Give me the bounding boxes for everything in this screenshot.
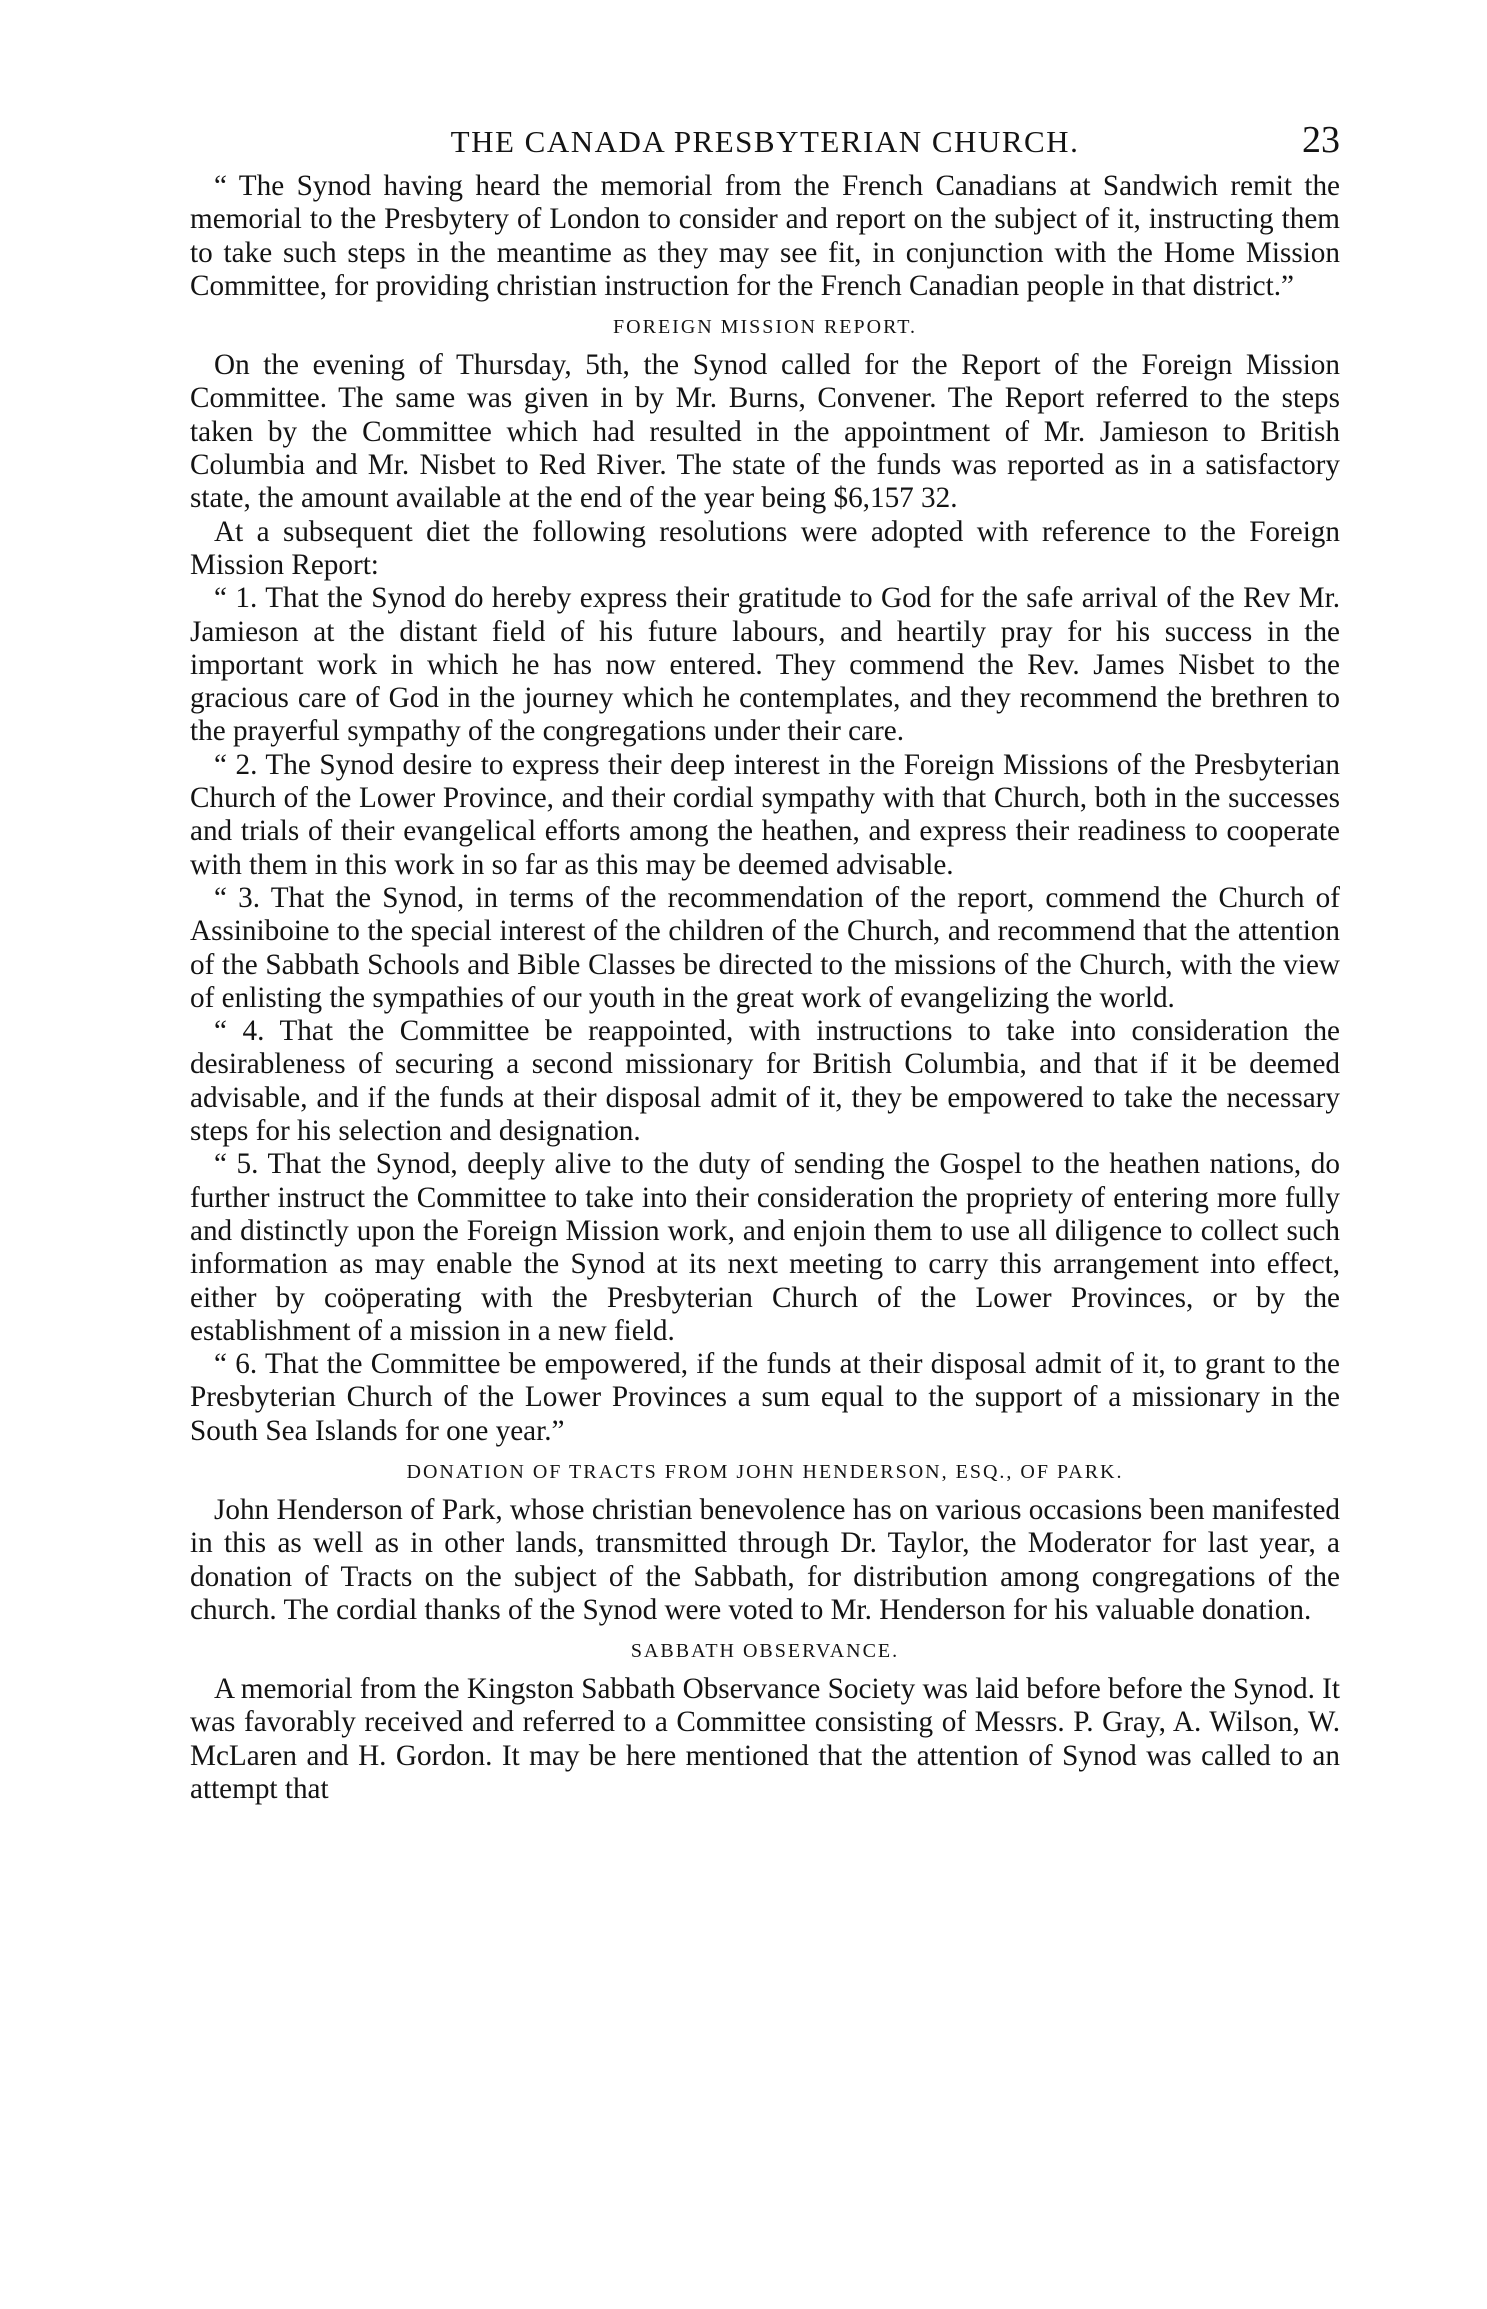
resolution-6: “ 6. That the Committee be empowered, if the funds at their disposal admit of it, to grant to the Presbyterian Church of the Lower Provinces a sum equal to the support of a missionary in the South Sea Islands for one year.” bbox=[190, 1348, 1340, 1447]
paragraph-foreign-mission-report: On the evening of Thursday, 5th, the Synod called for the Report of the Foreign Mission Committee. The same was given in by Mr. Burns, Convener. The Report referred to the steps taken by the Committee which had resulted in the appointment of Mr. Jamieson to British Columbia and Mr. Nisbet to Red River. The state of the funds was reported as in a satisfactory state, the amount available at the end of the year being $6,157 32. bbox=[190, 349, 1340, 515]
section-heading-donation-of-tracts: DONATION OF TRACTS FROM JOHN HENDERSON, ESQ., OF PARK. bbox=[406, 1460, 1124, 1483]
paragraph-donation-of-tracts: John Henderson of Park, whose christian benevolence has on various occasions been manifested in this as well as in other lands, transmitted through Dr. Taylor, the Moderator for last year, a donation of Tracts on the subject of the Sabbath, for distribution among congregations of the church. The cordial thanks of the Synod were voted to Mr. Henderson for his valuable donation. bbox=[190, 1493, 1340, 1626]
page-number: 23 bbox=[1302, 119, 1340, 161]
running-title: THE CANADA PRESBYTERIAN CHURCH. bbox=[450, 124, 1080, 159]
running-header bbox=[190, 118, 1340, 170]
resolution-3: “ 3. That the Synod, in terms of the recommendation of the report, commend the Church of Assiniboine to the special interest of the children of the Church, and recommend that the attention of the Sabbath Schools and Bible Classes be directed to the missions of the Church, with the view of enlisting the sympathies of our youth in the great work of evangelizing the world. bbox=[190, 881, 1340, 1014]
paragraph-resolutions-intro: At a subsequent diet the following resolutions were adopted with reference to the Foreign Mission Report: bbox=[190, 515, 1340, 581]
document-page bbox=[190, 118, 1340, 1806]
paragraph-french-canadians-memorial: “ The Synod having heard the memorial from the French Canadians at Sandwich remit the memorial to the Presbytery of London to consider and report on the subject of it, instructing them to take such steps in the meantime as they may see fit, in conjunction with the Home Mission Committee, for providing christian instruction for the French Canadian people in that district.” bbox=[190, 170, 1340, 302]
section-heading-foreign-mission: FOREIGN MISSION REPORT. bbox=[613, 316, 917, 339]
resolution-5: “ 5. That the Synod, deeply alive to the duty of sending the Gospel to the heathen nations, do further instruct the Committee to take into their consideration the propriety of entering more fully and distinctly upon the Foreign Mission work, and enjoin them to use all diligence to collect such information as may enable the Synod at its next meeting to carry this arrangement into effect, either by coöperating with the Presbyterian Church of the Lower Provinces, or by the establishment of a mission in a new field. bbox=[190, 1148, 1340, 1347]
resolution-1: “ 1. That the Synod do hereby express their gratitude to God for the safe arrival of the Rev Mr. Jamieson at the distant field of his future labours, and heartily pray for his success in the important work in which he has now entered. They commend the Rev. James Nisbet to the gracious care of God in the journey which he contemplates, and they recommend the brethren to the prayerful sympathy of the congregations under their care. bbox=[190, 582, 1340, 748]
section-heading-sabbath-observance: SABBATH OBSERVANCE. bbox=[630, 1640, 900, 1663]
resolution-2: “ 2. The Synod desire to express their deep interest in the Foreign Missions of the Presbyterian Church of the Lower Province, and their cordial sympathy with that Church, both in the successes and trials of their evangelical efforts among the heathen, and express their readiness to cooperate with them in this work in so far as this may be deemed advisable. bbox=[190, 748, 1340, 881]
paragraph-sabbath-observance: A memorial from the Kingston Sabbath Observance Society was laid before before the Synod. It was favorably received and referred to a Committee consisting of Messrs. P. Gray, A. Wilson, W. McLaren and H. Gordon. It may be here mentioned that the attention of Synod was called to an attempt that bbox=[190, 1673, 1340, 1806]
resolution-4: “ 4. That the Committee be reappointed, with instructions to take into consideration the desirableness of securing a second missionary for British Columbia, and that if it be deemed advisable, and if the funds at their disposal admit of it, they be empowered to take the necessary steps for his selection and designation. bbox=[190, 1015, 1340, 1148]
